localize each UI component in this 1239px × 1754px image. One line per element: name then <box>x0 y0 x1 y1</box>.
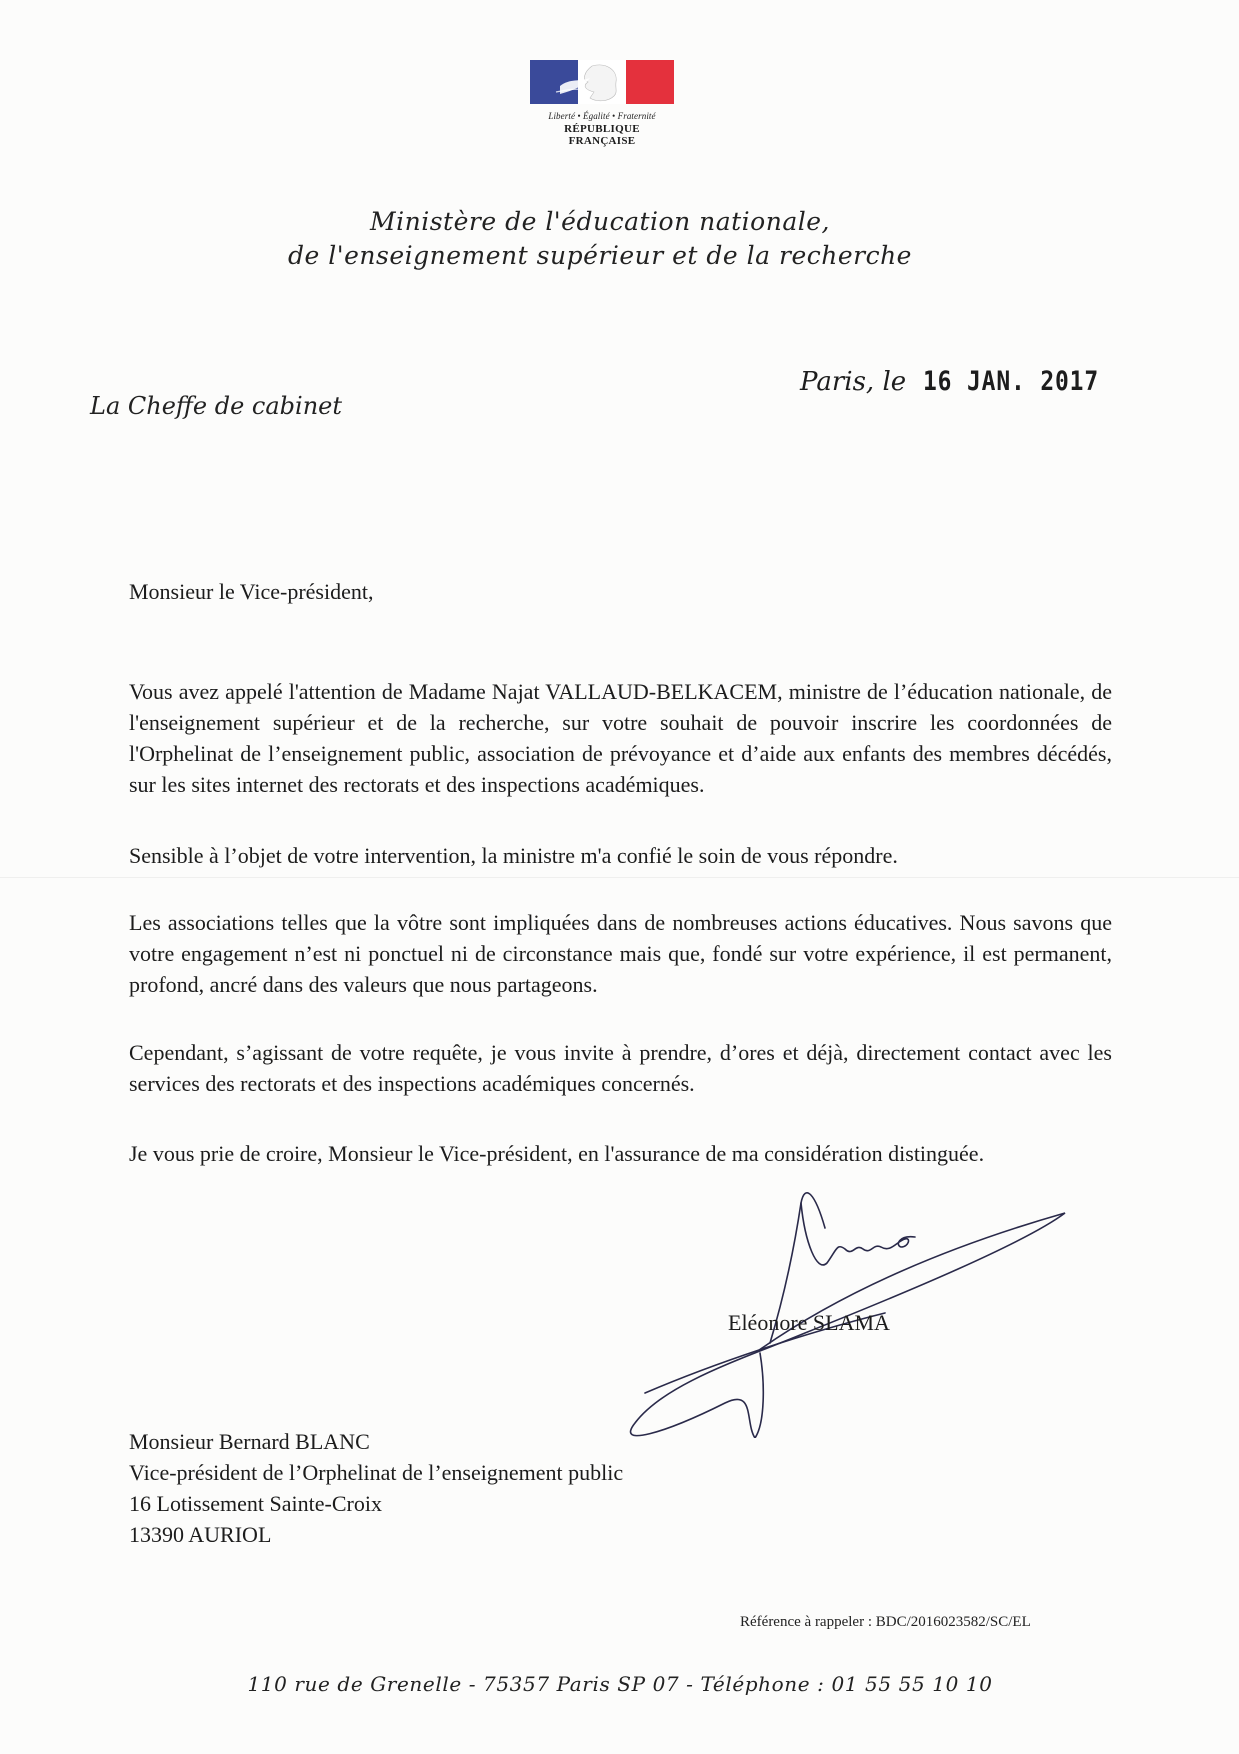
recipient-name: Monsieur Bernard BLANC <box>129 1429 370 1454</box>
ministry-header <box>280 205 920 273</box>
republic-motto: Liberté • Égalité • Fraternité <box>548 111 656 121</box>
signer-name: Eléonore SLAMA <box>728 1310 890 1335</box>
salutation: Monsieur le Vice-président, <box>129 579 374 604</box>
ministry-line-1: Ministère de l'éducation nationale, <box>370 207 830 236</box>
date-place: Paris, le <box>800 367 907 397</box>
republic-name: RÉPUBLIQUE FRANÇAISE <box>564 123 640 147</box>
recipient-title: Vice-président de l’Orphelinat de l’enseignement public <box>129 1460 624 1485</box>
recipient-city: 13390 AURIOL <box>129 1522 272 1547</box>
paper-fold-line <box>0 877 1239 878</box>
recipient-street: 16 Lotissement Sainte-Croix <box>129 1491 382 1516</box>
reference-number: Référence à rappeler : BDC/2016023582/SC/EL <box>740 1614 1031 1630</box>
date-stamp: 16 JAN. 2017 <box>922 366 1099 397</box>
marianne-flag-icon <box>530 60 674 104</box>
recipient-address <box>129 1426 623 1550</box>
paragraph-2: Sensible à l’objet de votre intervention, la ministre m'a confié le soin de vous répondre. <box>129 843 898 868</box>
office-title: La Cheffe de cabinet <box>90 392 343 420</box>
paragraph-3: Les associations telles que la vôtre sont impliquées dans de nombreuses actions éducatives. Nous savons que votre engagement n’est ni ponctuel ni de circonstance mais que, fondé sur votre expérience, il est permanent, profond, ancré dans des valeurs que nous partageons. <box>129 910 1112 997</box>
paragraph-1: Vous avez appelé l'attention de Madame Najat VALLAUD-BELKACEM, ministre de l’éducation nationale, de l'enseignement supérieur et de la recherche, sur votre souhait de pouvoir inscrire les coordonnées de l'Orphelinat de l’enseignement public, association de prévoyance et d’aide aux enfants des membres décédés, sur les sites internet des rectorats et des inspections académiques. <box>129 679 1112 797</box>
paragraph-5: Je vous prie de croire, Monsieur le Vice-président, en l'assurance de ma considération distinguée. <box>129 1141 985 1166</box>
paragraph-4: Cependant, s’agissant de votre requête, je vous invite à prendre, d’ores et déjà, directement contact avec les services des rectorats et des inspections académiques concernés. <box>129 1040 1112 1096</box>
ministry-line-2: de l'enseignement supérieur et de la recherche <box>288 241 912 270</box>
date-line <box>800 366 1130 397</box>
footer-address: 110 rue de Grenelle - 75357 Paris SP 07 - Téléphone : 01 55 55 10 10 <box>247 1672 993 1696</box>
marianne-logo <box>530 60 674 147</box>
